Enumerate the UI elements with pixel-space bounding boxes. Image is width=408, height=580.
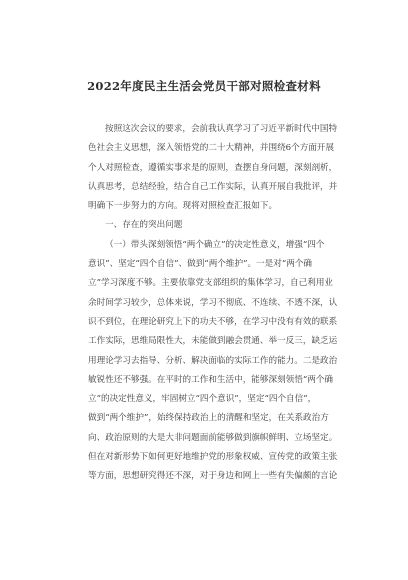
- document-body: [88, 120, 338, 487]
- body-line: 但在对新形势下如何更好地维护党的形象权威、宣传党的政策主张: [88, 452, 338, 463]
- body-line: 意识”、坚定“四个自信”、做到“两个维护”。一是对“两个确: [88, 259, 313, 270]
- body-line: 一、存在的突出问题: [105, 220, 183, 231]
- body-line: 个人对照检查，遵循实事求是的原则，查摆自身问题，深刻剖析，: [88, 162, 338, 173]
- document-title: 2022年度民主生活会党员干部对照检查材料: [87, 79, 321, 93]
- body-line: （一）带头深刻领悟“两个确立”的决定性意义，增强“四个: [105, 239, 325, 250]
- body-line: 明确下一步努力的方向。现将对照检查汇报如下。: [88, 201, 278, 212]
- body-line: 工作实际，思维局限性大，未能做到融会贯通、举一反三，缺乏运: [88, 336, 338, 347]
- body-line: 立”学习深度不够。主要依靠党支部组织的集体学习，自己利用业: [88, 278, 334, 289]
- body-line: 用理论学习去指导、分析、解决面临的实际工作的能力。二是政治: [88, 355, 338, 366]
- body-line: 识不到位，在理论研究上下的功夫不够，在学习中没有有效的联系: [88, 316, 338, 327]
- body-line: 认真思考，总结经验，结合自己工作实际，认真开展自我批评，并: [88, 181, 338, 192]
- body-line: 色社会主义思想，深入领悟党的二十大精神，并围绕6个方面开展: [88, 143, 335, 154]
- body-line: 余时间学习较少，总体来说，学习不彻底、不连续、不透不深，认: [88, 297, 338, 308]
- body-line: 等方面，思想研究得还不深，对于身边和网上一些有失偏颇的言论: [88, 471, 338, 482]
- body-line: 做到“两个维护”，始终保持政治上的清醒和坚定，在关系政治方: [88, 413, 329, 424]
- body-line: 敏锐性还不够强。在平时的工作和生活中，能够深刻领悟“两个确: [88, 374, 334, 385]
- body-line: 立”的决定性意义，牢固树立“四个意识”，坚定“四个自信”，: [88, 394, 317, 405]
- body-line: 向、政治原则的大是大非问题面前能够做到旗帜鲜明、立场坚定。: [88, 432, 338, 443]
- body-line: 按照这次会议的要求，会前我认真学习了习近平新时代中国特: [105, 124, 338, 134]
